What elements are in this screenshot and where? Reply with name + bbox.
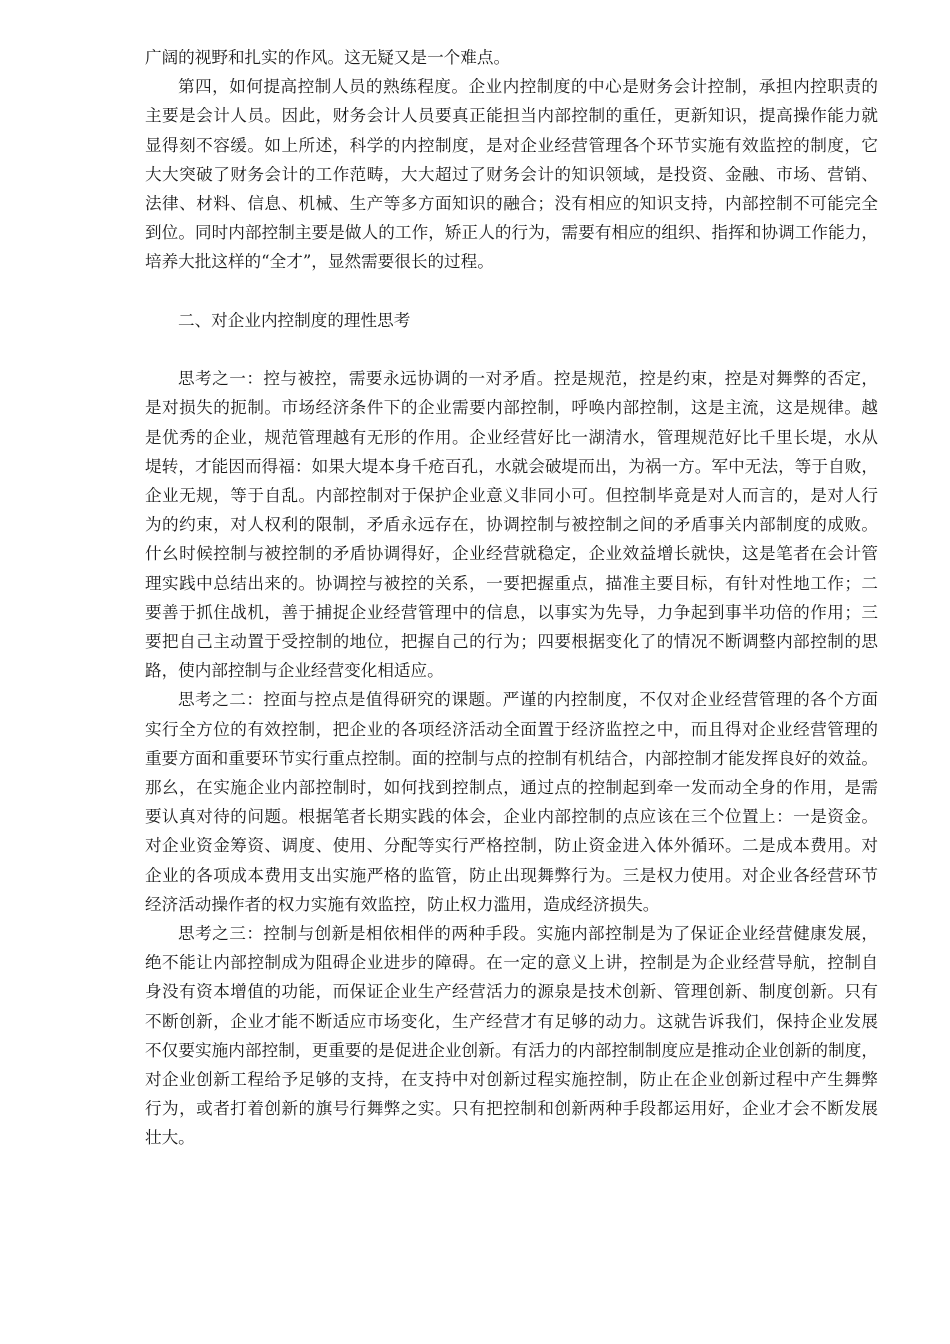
text-line: 对企业资金筹资、调度、使用、分配等实行严格控制，防止资金进入体外循环。二是成本费用。对 xyxy=(145,836,878,856)
text-line: 堤转，才能因而得福：如果大堤本身千疮百孔，水就会破堤而出，为祸一方。军中无法，等于自败， xyxy=(145,456,878,476)
text-line: 那幺，在实施企业内部控制时，如何找到控制点，通过点的控制起到牵一发而动全身的作用，是需 xyxy=(145,778,878,798)
text-line: 思考之三：控制与创新是相依相伴的两种手段。实施内部控制是为了保证企业经营健康发展， xyxy=(178,924,878,944)
text-line: 是优秀的企业，规范管理越有无形的作用。企业经营好比一湖清水，管理规范好比千里长堤，水从 xyxy=(145,427,878,447)
text-line: 要认真对待的问题。根据笔者长期实践的体会，企业内部控制的点应该在三个位置上：一是资金。 xyxy=(145,807,878,827)
paragraph-thought-three xyxy=(145,919,878,1153)
paragraph-fourth xyxy=(145,72,878,276)
text-line: 企业无规，等于自乱。内部控制对于保护企业意义非同小可。但控制毕竟是对人而言的，是对人行 xyxy=(145,486,878,506)
section-heading: 二、对企业内控制度的理性思考 xyxy=(178,310,411,330)
text-line: 对企业创新工程给予足够的支持，在支持中对创新过程实施控制，防止在企业创新过程中产生舞弊 xyxy=(145,1070,878,1090)
text-line: 实行全方位的有效控制，把企业的各项经济活动全面置于经济监控之中，而且得对企业经营管理的 xyxy=(145,719,878,739)
text-line: 要把自己主动置于受控制的地位，把握自己的行为；四要根据变化了的情况不断调整内部控制的思 xyxy=(145,632,878,652)
text-line: 什幺时候控制与被控制的矛盾协调得好，企业经营就稳定，企业效益增长就快，这是笔者在会计管 xyxy=(145,544,878,564)
text-line: 壮大。 xyxy=(145,1128,195,1148)
blank-line xyxy=(145,277,878,306)
text-line: 大大突破了财务会计的工作范畴，大大超过了财务会计的知识领域，是投资、金融、市场、营销、 xyxy=(145,164,878,184)
text-line: 绝不能让内部控制成为阻碍企业进步的障碍。在一定的意义上讲，控制是为企业经营导航，控制自 xyxy=(145,953,878,973)
paragraph-thought-one xyxy=(145,364,878,685)
text-line: 主要是会计人员。因此，财务会计人员要真正能担当内部控制的重任，更新知识，提高操作能力就 xyxy=(145,106,878,126)
text-line: 要善于抓住战机，善于捕捉企业经营管理中的信息，以事实为先导，力争起到事半功倍的作用；三 xyxy=(145,602,878,622)
text-line: 理实践中总结出来的。协调控与被控的关系，一要把握重点，描准主要目标，有针对性地工作；二 xyxy=(145,573,878,593)
text-line: 第四，如何提高控制人员的熟练程度。企业内控制度的中心是财务会计控制，承担内控职责的 xyxy=(178,77,878,97)
text-line: 企业的各项成本费用支出实施严格的监管，防止出现舞弊行为。三是权力使用。对企业各经营环节 xyxy=(145,865,878,885)
text-line: 重要方面和重要环节实行重点控制。面的控制与点的控制有机结合，内部控制才能发挥良好的效益。 xyxy=(145,748,878,768)
text-line: 思考之二：控面与控点是值得研究的课题。严谨的内控制度，不仅对企业经营管理的各个方面 xyxy=(178,690,878,710)
document-page xyxy=(145,43,878,1153)
text-line: 为的约束，对人权利的限制，矛盾永远存在，协调控制与被控制之间的矛盾事关内部制度的成败。 xyxy=(145,515,878,535)
text-line: 不仅要实施内部控制，更重要的是促进企业创新。有活力的内部控制制度应是推动企业创新的制度， xyxy=(145,1040,878,1060)
text-line: 路，使内部控制与企业经营变化相适应。 xyxy=(145,661,444,681)
text-line: 不断创新，企业才能不断适应市场变化，生产经营才有足够的动力。这就告诉我们，保持企业发展 xyxy=(145,1011,878,1031)
text-line: 思考之一：控与被控，需要永远协调的一对矛盾。控是规范，控是约束，控是对舞弊的否定， xyxy=(178,369,878,389)
text-line: 身没有资本增值的功能，而保证企业生产经营活力的源泉是技术创新、管理创新、制度创新。只有 xyxy=(145,982,878,1002)
paragraph-thought-two xyxy=(145,685,878,919)
text-line: 到位。同时内部控制主要是做人的工作，矫正人的行为，需要有相应的组织、指挥和协调工作能力， xyxy=(145,223,878,243)
intro-tail-paragraph xyxy=(145,43,878,72)
text-line: 是对损失的扼制。市场经济条件下的企业需要内部控制，呼唤内部控制，这是主流，这是规律。越 xyxy=(145,398,878,418)
text-line: 法律、材料、信息、机械、生产等多方面知识的融合；没有相应的知识支持，内部控制不可能完全 xyxy=(145,194,878,214)
text-line: 广阔的视野和扎实的作风。这无疑又是一个难点。 xyxy=(145,48,511,67)
blank-line xyxy=(145,335,878,364)
text-line: 培养大批这样的“全才”，显然需要很长的过程。 xyxy=(145,252,494,272)
text-line: 显得刻不容缓。如上所述，科学的内控制度，是对企业经营管理各个环节实施有效监控的制度，它 xyxy=(145,135,878,155)
text-line: 行为，或者打着创新的旗号行舞弊之实。只有把控制和创新两种手段都运用好，企业才会不断发展 xyxy=(145,1099,878,1119)
text-line: 经济活动操作者的权力实施有效监控，防止权力滥用，造成经济损失。 xyxy=(145,894,660,914)
